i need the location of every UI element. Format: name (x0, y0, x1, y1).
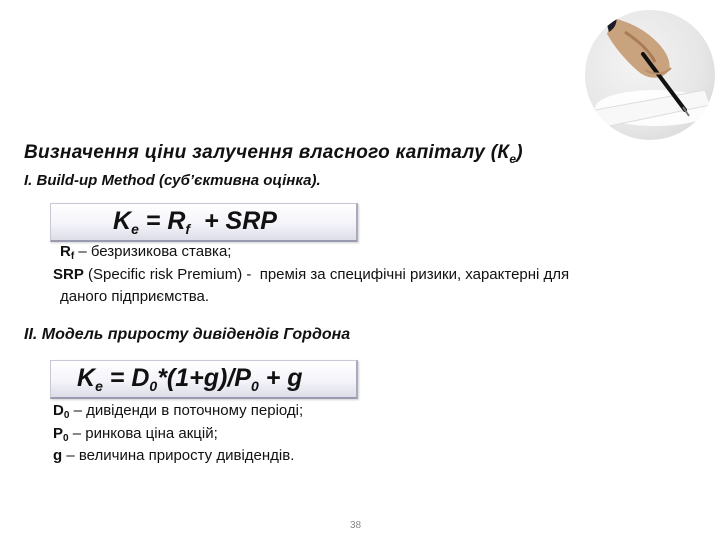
writing-hand-photo (585, 10, 715, 140)
formula-box-gordon (50, 360, 358, 399)
formula-box-build-up (50, 203, 358, 242)
gordon-formula: $K_e = D_0*(1+g)/P_0 + g$ (77, 364, 303, 394)
method-two-heading: ІІ. Модель приросту дивідендів Гордона (24, 326, 351, 343)
method-one-heading: І. Build-up Method (суб’єктивна оцінка). (24, 172, 321, 189)
page-number: 38 (350, 520, 362, 531)
definition-g: g – величина приросту дивідендів. (53, 447, 295, 464)
writing-hand-icon (585, 10, 715, 140)
definition-srp: SRP (Specific risk Premium) - премія за специфічні ризики, характерні для (53, 266, 570, 283)
definition-d0: $D_0$ – дивіденди в поточному періоді; (53, 402, 304, 421)
definition-srp-continued: даного підприємства. (60, 288, 210, 305)
build-up-formula: $K_e = R_f$ + SRP (113, 207, 277, 237)
definition-rf: $R_f$ – безризикова ставка; (60, 243, 232, 262)
slide-title: Визначення ціни залучення власного капіталу $(К_е)$ (24, 142, 523, 166)
definition-p0: $P_0$ – ринкова ціна акцій; (53, 425, 218, 444)
